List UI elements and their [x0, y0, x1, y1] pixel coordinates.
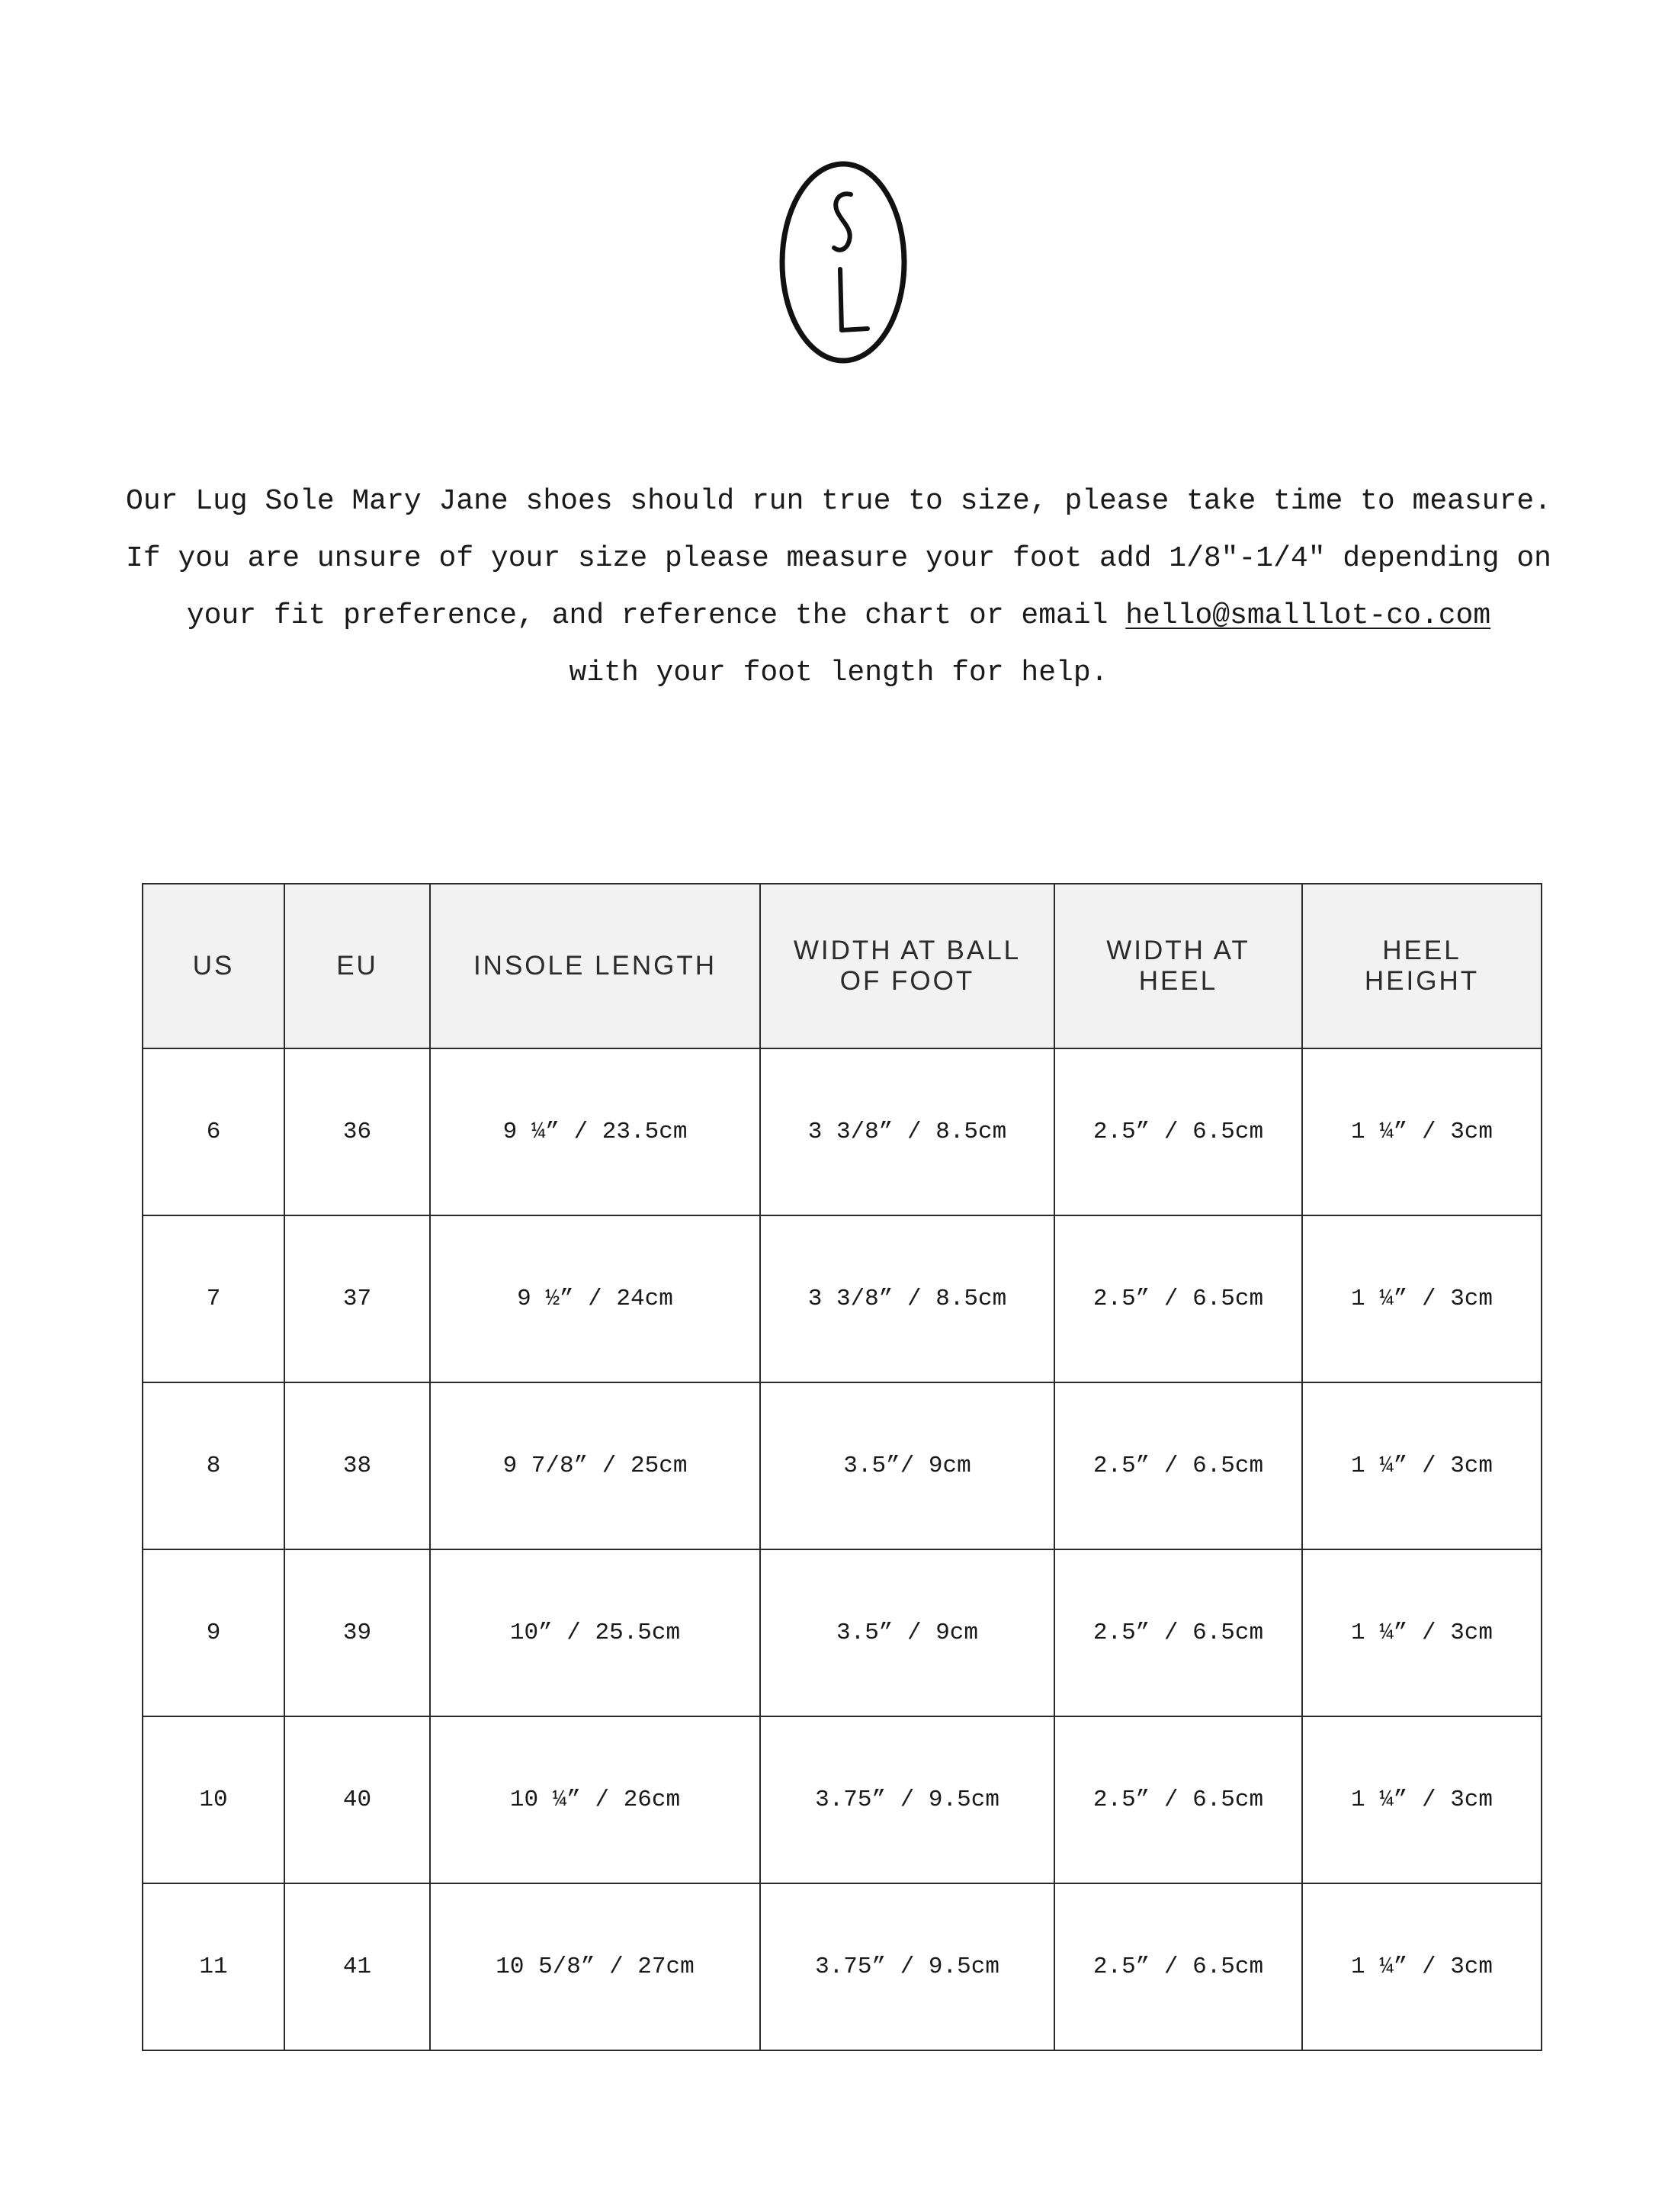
- cell-width-at-heel: 2.5” / 6.5cm: [1054, 1048, 1302, 1215]
- header-us: [143, 884, 284, 1048]
- cell-us: 7: [143, 1215, 284, 1382]
- cell-eu: 37: [284, 1215, 430, 1382]
- header-width-at-heel-line2: HEEL: [1138, 966, 1218, 996]
- cell-insole-length: 9 7/8” / 25cm: [430, 1382, 760, 1549]
- cell-us: 11: [143, 1883, 284, 2050]
- header-eu: [284, 884, 430, 1048]
- cell-width-at-heel: 2.5” / 6.5cm: [1054, 1215, 1302, 1382]
- intro-line-3-text: your fit preference, and reference the chart or email: [186, 599, 1126, 632]
- intro-line-3: [114, 587, 1563, 644]
- cell-eu: 38: [284, 1382, 430, 1549]
- cell-us: 10: [143, 1716, 284, 1883]
- cell-width-at-heel: 2.5” / 6.5cm: [1054, 1883, 1302, 2050]
- cell-width-at-ball: 3.75” / 9.5cm: [760, 1716, 1054, 1883]
- cell-heel-height: 1 ¼” / 3cm: [1302, 1215, 1542, 1382]
- header-heel-height: [1302, 884, 1542, 1048]
- cell-heel-height: 1 ¼” / 3cm: [1302, 1048, 1542, 1215]
- intro-line-1: Our Lug Sole Mary Jane shoes should run true to size, please take time to measure.: [126, 485, 1551, 518]
- table-header-row: [143, 884, 1542, 1048]
- cell-heel-height: 1 ¼” / 3cm: [1302, 1883, 1542, 2050]
- table-row: [143, 1048, 1542, 1215]
- intro-line-4: with your foot length for help.: [569, 657, 1109, 689]
- cell-heel-height: 1 ¼” / 3cm: [1302, 1549, 1542, 1716]
- cell-us: 6: [143, 1048, 284, 1215]
- header-width-at-heel: [1054, 884, 1302, 1048]
- cell-eu: 40: [284, 1716, 430, 1883]
- cell-eu: 39: [284, 1549, 430, 1716]
- header-eu-label: EU: [336, 951, 378, 981]
- cell-us: 9: [143, 1549, 284, 1716]
- header-heel-height-line1: HEEL: [1382, 936, 1461, 965]
- header-heel-height-line2: HEIGHT: [1364, 966, 1480, 996]
- intro-line-2: If you are unsure of your size please measure your foot add 1/8"-1/4" depending on: [126, 542, 1551, 575]
- cell-heel-height: 1 ¼” / 3cm: [1302, 1716, 1542, 1883]
- cell-width-at-ball: 3 3/8” / 8.5cm: [760, 1215, 1054, 1382]
- header-width-at-ball-line1: WIDTH AT BALL: [793, 936, 1022, 965]
- cell-width-at-ball: 3 3/8” / 8.5cm: [760, 1048, 1054, 1215]
- intro-text: [114, 473, 1563, 701]
- cell-insole-length: 10 5/8” / 27cm: [430, 1883, 760, 2050]
- cell-insole-length: 9 ¼” / 23.5cm: [430, 1048, 760, 1215]
- cell-eu: 36: [284, 1048, 430, 1215]
- cell-width-at-heel: 2.5” / 6.5cm: [1054, 1382, 1302, 1549]
- cell-width-at-heel: 2.5” / 6.5cm: [1054, 1549, 1302, 1716]
- cell-width-at-ball: 3.75” / 9.5cm: [760, 1883, 1054, 2050]
- size-chart-table: [142, 883, 1542, 2051]
- header-insole-length: [430, 884, 760, 1048]
- cell-width-at-ball: 3.5” / 9cm: [760, 1549, 1054, 1716]
- header-insole-length-label: INSOLE LENGTH: [473, 951, 717, 981]
- header-width-at-heel-line1: WIDTH AT: [1106, 936, 1250, 965]
- table-row: [143, 1883, 1542, 2050]
- header-width-at-ball: [760, 884, 1054, 1048]
- table-row: [143, 1549, 1542, 1716]
- table-row: [143, 1382, 1542, 1549]
- cell-heel-height: 1 ¼” / 3cm: [1302, 1382, 1542, 1549]
- header-width-at-ball-line2: OF FOOT: [839, 966, 975, 996]
- email-link[interactable]: hello@smalllot-co.com: [1125, 599, 1491, 632]
- cell-width-at-heel: 2.5” / 6.5cm: [1054, 1716, 1302, 1883]
- cell-insole-length: 10 ¼” / 26cm: [430, 1716, 760, 1883]
- cell-insole-length: 10” / 25.5cm: [430, 1549, 760, 1716]
- cell-width-at-ball: 3.5”/ 9cm: [760, 1382, 1054, 1549]
- cell-insole-length: 9 ½” / 24cm: [430, 1215, 760, 1382]
- small-lot-logo: [776, 158, 910, 367]
- table-row: [143, 1716, 1542, 1883]
- cell-eu: 41: [284, 1883, 430, 2050]
- cell-us: 8: [143, 1382, 284, 1549]
- table-row: [143, 1215, 1542, 1382]
- header-us-label: US: [192, 951, 235, 981]
